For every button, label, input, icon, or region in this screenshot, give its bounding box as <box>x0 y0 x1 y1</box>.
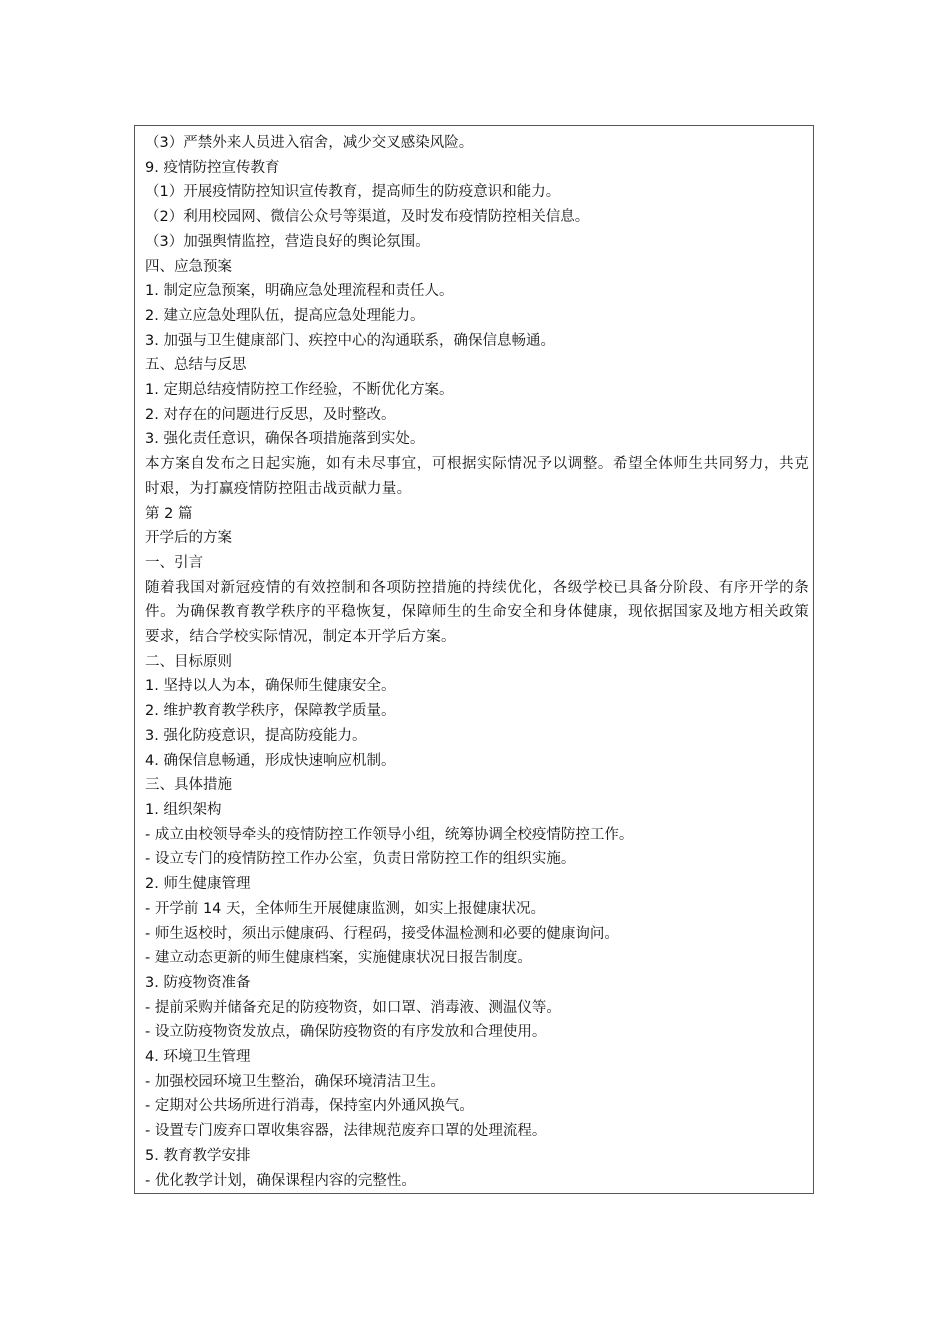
text-line: 3. 加强与卫生健康部门、疾控中心的沟通联系，确保信息畅通。 <box>145 332 555 349</box>
text-line: （1）开展疫情防控知识宣传教育，提高师生的防疫意识和能力。 <box>145 184 561 201</box>
text-line: 2. 维护教育教学秩序，保障教学质量。 <box>145 703 396 720</box>
text-line: 五、总结与反思 <box>145 357 247 374</box>
text-line: - 定期对公共场所进行消毒，保持室内外通风换气。 <box>145 1098 474 1115</box>
text-line: 2. 对存在的问题进行反思，及时整改。 <box>145 406 396 423</box>
text-line: - 开学前 14 天，全体师生开展健康监测，如实上报健康状况。 <box>145 900 546 917</box>
text-line: （3）加强舆情监控，营造良好的舆论氛围。 <box>145 233 430 250</box>
text-line: 4. 环境卫生管理 <box>145 1049 251 1066</box>
text-line: - 设立防疫物资发放点，确保防疫物资的有序发放和合理使用。 <box>145 1024 547 1041</box>
text-line: - 师生返校时，须出示健康码、行程码，接受体温检测和必要的健康询问。 <box>145 925 619 942</box>
text-line: 3. 强化责任意识，确保各项措施落到实处。 <box>145 431 425 448</box>
table-cell-border <box>134 125 814 1194</box>
text-line: 三、具体措施 <box>145 777 232 794</box>
text-line: 1. 定期总结疫情防控工作经验，不断优化方案。 <box>145 382 454 399</box>
text-line: 3. 防疫物资准备 <box>145 974 251 991</box>
text-line: 4. 确保信息畅通，形成快速响应机制。 <box>145 752 396 769</box>
text-line: 3. 强化防疫意识，提高防疫能力。 <box>145 727 367 744</box>
text-line: - 设置专门废弃口罩收集容器，法律规范废弃口罩的处理流程。 <box>145 1123 547 1140</box>
text-line: - 优化教学计划，确保课程内容的完整性。 <box>145 1172 416 1189</box>
section-part-two-header <box>145 502 809 576</box>
text-line: - 提前采购并储备充足的防疫物资，如口罩、消毒液、测温仪等。 <box>145 999 561 1016</box>
text-line: 1. 制定应急预案，明确应急处理流程和责任人。 <box>145 283 454 300</box>
text-line: 第 2 篇 <box>145 505 193 522</box>
document-body <box>145 131 809 1193</box>
section-part-two-body <box>145 650 809 1193</box>
text-line: 开学后的方案 <box>145 530 232 547</box>
text-line: （3）严禁外来人员进入宿舍，减少交叉感染风险。 <box>145 135 474 151</box>
text-line: 2. 师生健康管理 <box>145 876 251 893</box>
text-line: 四、应急预案 <box>145 258 232 275</box>
text-line: 一、引言 <box>145 554 203 571</box>
intro-paragraph: 随着我国对新冠疫情的有效控制和各项防控措施的持续优化，各级学校已具备分阶段、有序开学的条件。为确保教育教学秩序的平稳恢复，保障师生的生命安全和身体健康，现依据国家及地方相关政策要求，结合学校实际情况，制定本开学后方案。 <box>145 579 809 646</box>
text-line: - 建立动态更新的师生健康档案，实施健康状况日报告制度。 <box>145 950 532 967</box>
text-line: 9. 疫情防控宣传教育 <box>145 159 280 176</box>
text-line: - 设立专门的疫情防控工作办公室，负责日常防控工作的组织实施。 <box>145 851 576 868</box>
section-part-one <box>145 131 809 452</box>
text-line: - 成立由校领导牵头的疫情防控工作领导小组，统筹协调全校疫情防控工作。 <box>145 826 634 843</box>
text-line: 5. 教育教学安排 <box>145 1147 251 1164</box>
text-line: 二、目标原则 <box>145 653 232 670</box>
text-line: 2. 建立应急处理队伍，提高应急处理能力。 <box>145 307 425 324</box>
text-line: （2）利用校园网、微信公众号等渠道，及时发布疫情防控相关信息。 <box>145 209 590 226</box>
text-line: 1. 坚持以人为本，确保师生健康安全。 <box>145 678 396 695</box>
text-line: 1. 组织架构 <box>145 801 222 818</box>
closing-paragraph: 本方案自发布之日起实施，如有未尽事宜，可根据实际情况予以调整。希望全体师生共同努力，共克时艰，为打赢疫情防控阻击战贡献力量。 <box>145 456 809 497</box>
text-line: - 加强校园环境卫生整治，确保环境清洁卫生。 <box>145 1073 445 1090</box>
